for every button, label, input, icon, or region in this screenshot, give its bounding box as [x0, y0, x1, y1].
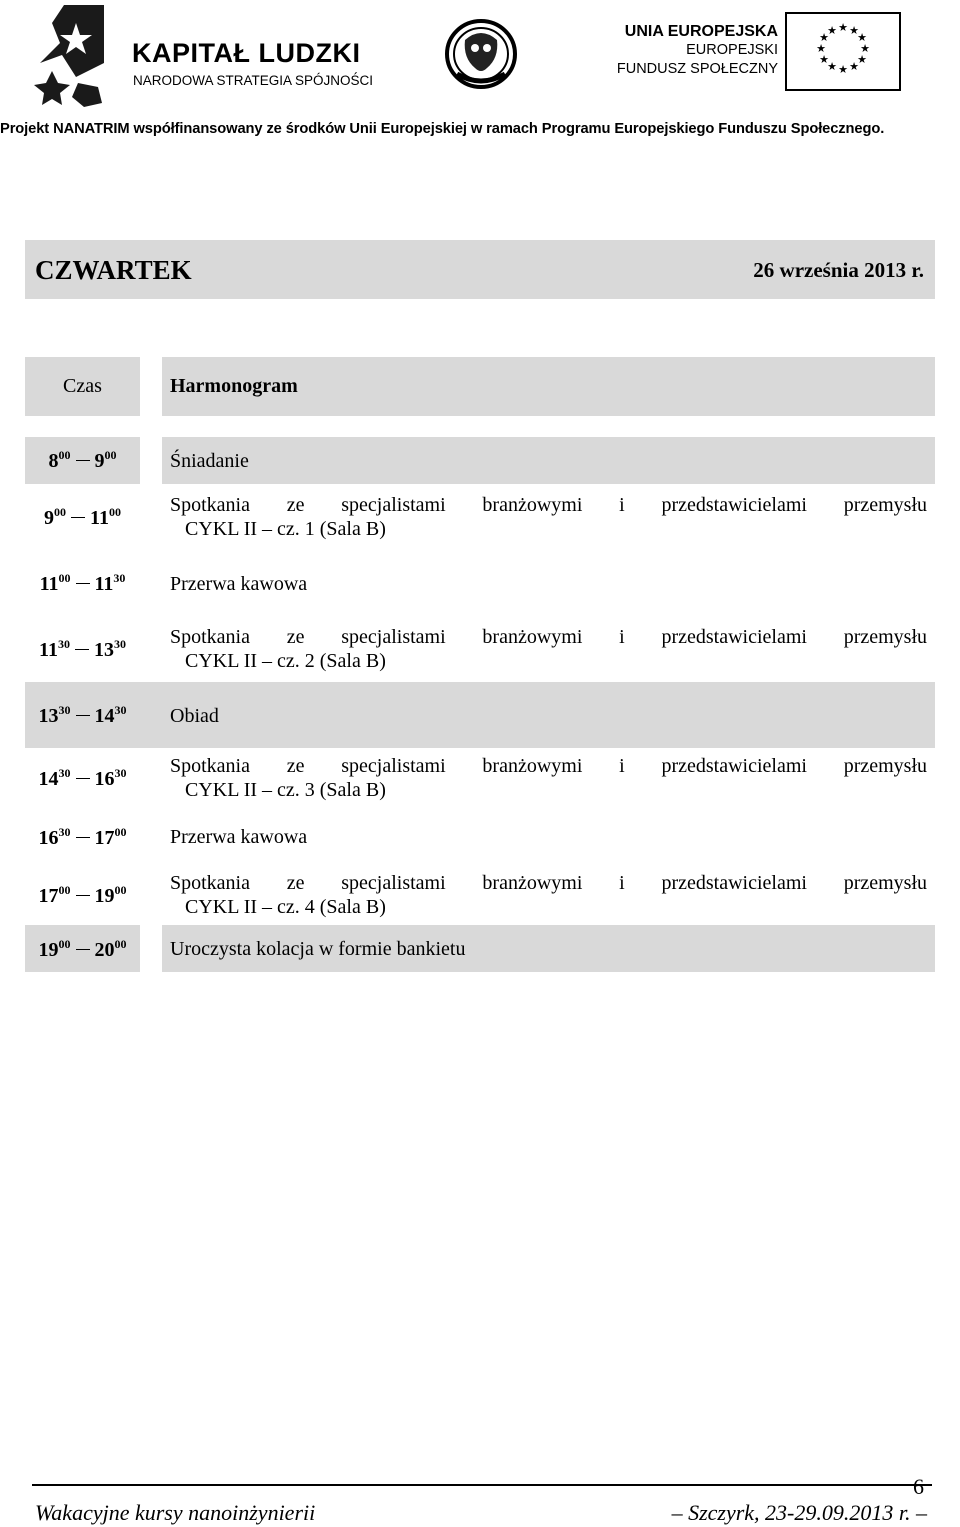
svg-text:★: ★ [827, 60, 837, 73]
schedule-item: Uroczysta kolacja w formie bankietu [170, 938, 466, 960]
svg-text:★: ★ [849, 24, 859, 37]
schedule-item: Przerwa kawowa [170, 573, 308, 595]
time-range: $19^{00}$ $20^{00}$ [38, 937, 127, 961]
time-range: $8^{00}$ $9^{00}$ [48, 448, 117, 472]
svg-text:★: ★ [849, 60, 859, 73]
schedule-item: Spotkania ze specjalistami branżowymi i przedstawicielami przemysłu CYKL II – cz. 2 (Sala B) [170, 626, 927, 672]
time-range: $11^{30}$ $13^{30}$ [39, 637, 126, 661]
time-range: $9^{00}$ $11^{00}$ [44, 505, 121, 529]
eu-line-3: FUNDUSZ SPOŁECZNY [616, 61, 778, 77]
time-range: $13^{30}$ $14^{30}$ [38, 703, 127, 727]
footer-course-title: Wakacyjne kursy nanoinżynierii [35, 1500, 316, 1525]
svg-text:★: ★ [819, 31, 829, 44]
time-range: $16^{30}$ $17^{00}$ [38, 825, 127, 849]
svg-text:★: ★ [838, 63, 848, 76]
eu-line-1: UNIA EUROPEJSKA [624, 23, 778, 40]
schedule-item: Śniadanie [170, 450, 249, 472]
svg-text:★: ★ [827, 24, 837, 37]
footer-place-dates: – Szczyrk, 23-29.09.2013 r. – [671, 1500, 927, 1525]
kapital-ludzki-star-icon [32, 5, 132, 110]
day-name: CZWARTEK [35, 255, 192, 285]
svg-text:★: ★ [838, 21, 848, 34]
eu-fund-text [608, 22, 778, 79]
kapital-ludzki-subtitle: NARODOWA STRATEGIA SPÓJNOŚCI [133, 73, 374, 88]
page-number: 6 [913, 1474, 924, 1499]
time-range: $17^{00}$ $19^{00}$ [38, 883, 127, 907]
column-header-time: Czas [25, 357, 140, 416]
schedule-item: Przerwa kawowa [170, 826, 308, 848]
project-funding-line: Projekt NANATRIM współfinansowany ze środków Unii Europejskiej w ramach Programu Europejskiego Funduszu Społecznego. [0, 121, 885, 137]
footer-rule [32, 1484, 932, 1486]
eu-line-2: EUROPEJSKI [686, 42, 778, 58]
svg-text:★: ★ [857, 53, 867, 66]
schedule-item: Obiad [170, 705, 219, 727]
kapital-ludzki-title: KAPITAŁ LUDZKI [132, 38, 361, 68]
time-range: $14^{30}$ $16^{30}$ [38, 766, 127, 790]
svg-text:★: ★ [860, 42, 870, 55]
schedule-item: Spotkania ze specjalistami branżowymi i przedstawicielami przemysłu CYKL II – cz. 4 (Sala B) [170, 872, 927, 918]
kapital-ludzki-logo [32, 5, 382, 110]
emblem-icon [443, 18, 519, 90]
center-emblem-logo [443, 18, 519, 90]
svg-text:★: ★ [816, 42, 826, 55]
svg-text:★: ★ [857, 31, 867, 44]
eu-stars-icon [787, 14, 899, 89]
day-date: 26 września 2013 r. [753, 258, 924, 282]
column-header-schedule: Harmonogram [162, 357, 935, 416]
eu-flag-logo [785, 12, 901, 91]
time-range: $11^{00}$ $11^{30}$ [39, 571, 126, 595]
svg-text:★: ★ [819, 53, 829, 66]
schedule-item: Spotkania ze specjalistami branżowymi i przedstawicielami przemysłu CYKL II – cz. 3 (Sala B) [170, 755, 927, 801]
schedule-item: Spotkania ze specjalistami branżowymi i przedstawicielami przemysłu CYKL II – cz. 1 (Sala B) [170, 494, 927, 540]
